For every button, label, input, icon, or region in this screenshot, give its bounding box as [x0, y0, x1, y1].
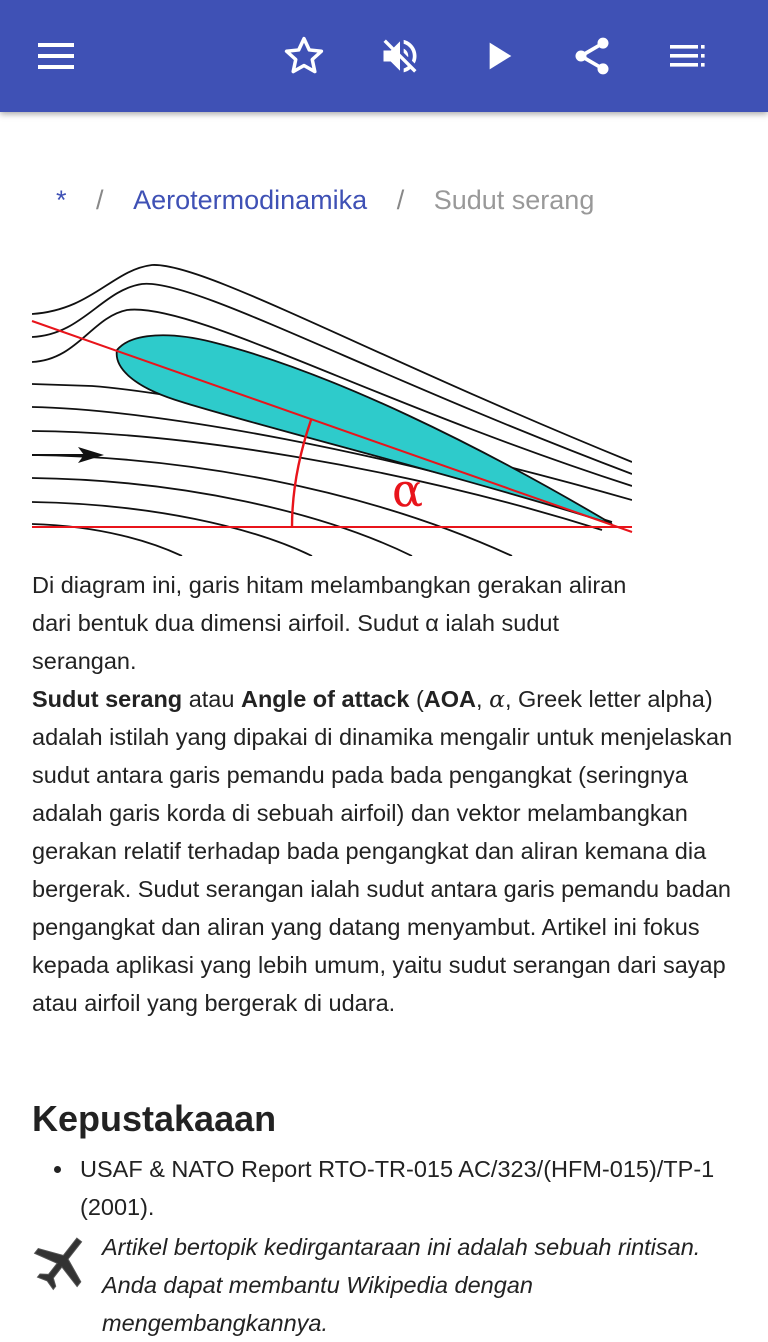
contents-button[interactable]: [656, 24, 720, 88]
alpha-symbol: α: [489, 685, 505, 713]
breadcrumb-separator: /: [96, 185, 104, 215]
airplane-icon: [32, 1232, 92, 1288]
term-angle-of-attack: Angle of attack: [240, 686, 410, 712]
share-button[interactable]: [560, 24, 624, 88]
article-text: , Greek letter alpha) adalah istilah yang dipakai di dinamika mengalir untuk menjelaskan sudut antara garis pemandu pada bada pengangkat (seringnya adalah garis korda di sebuah airfoil) dan vektor melambangkan gerakan relatif terhadap bada pengangkat dan aliran kemana dia bergerak. Sudut serangan ialah sudut antara garis pemandu badan pengangkat dan aliran yang datang menyambut. Artikel ini fokus kepada aplikasi yang lebih umum, yaitu sudut serangan dari sayap atau airfoil yang bergerak di udara.: [32, 686, 733, 1016]
mute-button[interactable]: [368, 24, 432, 88]
stub-notice: [32, 1228, 752, 1336]
play-icon: [478, 36, 518, 76]
article-body: [32, 680, 742, 1022]
streamline: [32, 478, 412, 556]
menu-button[interactable]: [24, 24, 88, 88]
alpha-label: α: [392, 463, 424, 517]
breadcrumb-home[interactable]: *: [56, 185, 67, 215]
breadcrumb-current: Sudut serang: [433, 185, 595, 215]
star-icon: [282, 34, 326, 78]
streamline: [32, 502, 312, 556]
play-button[interactable]: [466, 24, 530, 88]
volume-off-icon: [378, 34, 422, 78]
figure-caption: Di diagram ini, garis hitam melambangkan gerakan aliran dari bentuk dua dimensi airfoil. Sudut α ialah sudut serangan.: [32, 572, 627, 674]
breadcrumb: [56, 180, 756, 220]
term-sudut-serang: Sudut serang: [32, 686, 183, 712]
breadcrumb-category[interactable]: Aerotermodinamika: [133, 185, 368, 215]
app-bar: [0, 0, 768, 112]
streamline: [32, 524, 182, 556]
article-text: ,: [476, 686, 483, 712]
list-icon: [668, 36, 708, 76]
share-icon: [570, 34, 614, 78]
chord-line: [32, 321, 632, 532]
section-heading: Kepustakaaan: [32, 1098, 277, 1139]
menu-icon: [36, 36, 76, 76]
list-item: USAF & NATO Report RTO-TR-015 AC/323/(HFM-015)/TP-1 (2001).: [32, 1150, 732, 1226]
article-text: atau: [188, 686, 235, 712]
breadcrumb-separator: /: [396, 185, 405, 215]
term-aoa: AOA: [423, 686, 477, 712]
airfoil-diagram: [32, 262, 632, 556]
streamline: [32, 284, 632, 474]
reference-list: [32, 1150, 732, 1226]
article-text: (: [415, 686, 424, 712]
favorite-button[interactable]: [272, 24, 336, 88]
stub-text: Artikel bertopik kedirgantaraan ini adalah sebuah rintisan. Anda dapat membantu Wikipedia dengan mengembangkannya.: [102, 1234, 701, 1336]
